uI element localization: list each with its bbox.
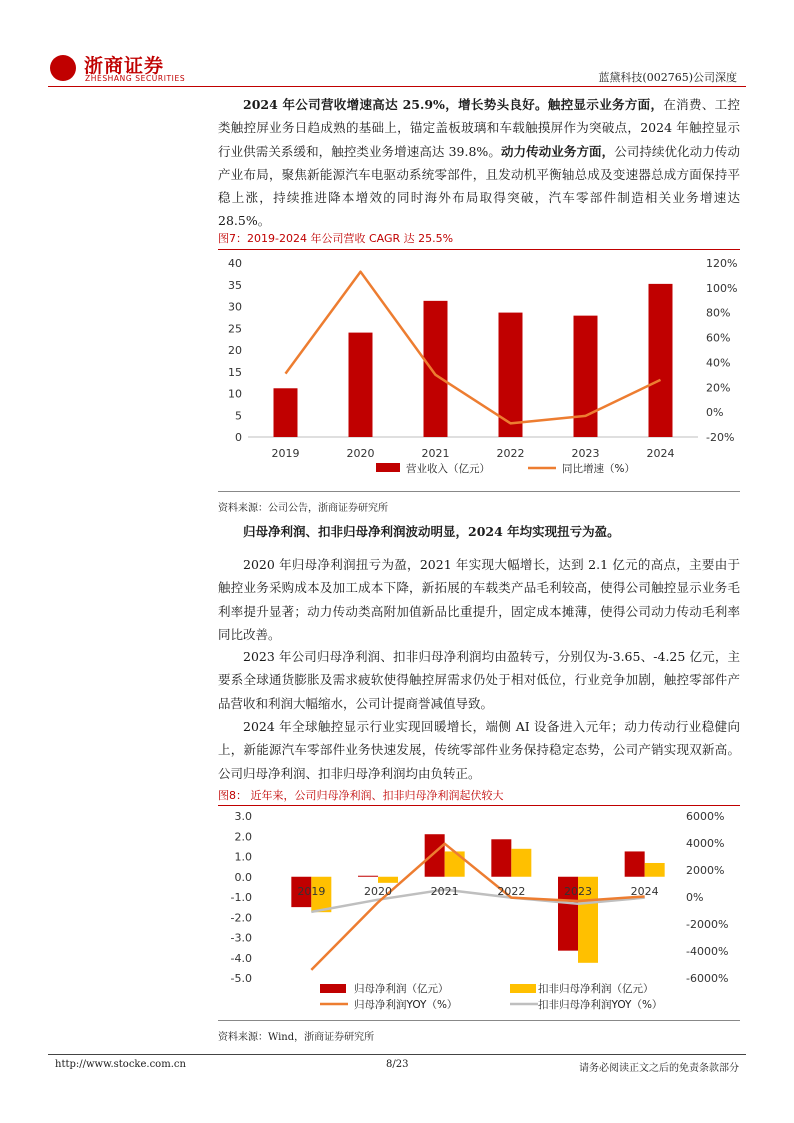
x-tick-label: 2023 [564, 884, 592, 898]
legend-net-profit-yoy: 归母净利润YOY（%） [354, 999, 458, 1011]
doc-tag: 蓝黛科技(002765)公司深度 [598, 71, 737, 84]
net-profit-bar [358, 876, 378, 877]
nonrecurring-profit-bar [645, 863, 665, 877]
paragraph-2023: 2023 年公司归母净利润、扣非归母净利润均由盈转亏，分别仅为-3.65、-4.25 亿元，主要系全球通货膨胀及需求疲软使得触控屏需求仍处于相对低位，行业竞争加剧，触控零部件产品营收和利润大幅缩水，公司计提商誉减值导致。 [218, 649, 740, 711]
nonrecurring-profit-bar [511, 849, 531, 877]
y2-tick-label: 100% [706, 281, 738, 295]
revenue-bar [424, 301, 448, 437]
y2-tick-label: 4000% [686, 837, 725, 850]
growth-line [286, 272, 661, 424]
y2-tick-label: 6000% [686, 810, 725, 823]
y-tick-label: 1.0 [234, 850, 252, 864]
y-tick-label: -5.0 [230, 972, 252, 985]
nonrecurring-profit-bar [378, 877, 398, 883]
x-tick-label: 2021 [421, 447, 450, 460]
revenue-bar [649, 284, 673, 437]
page-number: 8/23 [386, 1059, 409, 1070]
net-profit-bar [625, 851, 645, 876]
y-tick-label: 0 [235, 431, 242, 444]
figure7-chart [218, 250, 740, 490]
para1-bold1: 2024 年公司营收增速高达 25.9%，增长势头良好。触控显示业务方面， [243, 97, 664, 112]
y2-tick-label: -4000% [686, 945, 729, 958]
legend-nonrecurring-profit: 扣非归母净利润（亿元） [538, 983, 654, 995]
brand-name: 浙商证券 [84, 55, 165, 77]
net-profit-bar [491, 839, 511, 876]
x-tick-label: 2022 [497, 884, 526, 898]
x-tick-label: 2020 [364, 884, 392, 898]
legend-revenue-swatch [376, 463, 400, 472]
paragraph-2024: 2024 年全球触控显示行业实现回暖增长，端侧 AI 设备进入元年；动力传动行业稳健向上，新能源汽车零部件业务快速发展，传统零部件业务保持稳定态势，公司产销实现双新高。公司归母净利润、扣非归母净利润均由负转正。 [218, 719, 740, 781]
footer-divider [48, 1054, 746, 1055]
y-tick-label: -4.0 [230, 951, 252, 965]
legend-nonrecurring-profit-swatch [510, 984, 536, 993]
figure8-bottom-rule [218, 1020, 740, 1021]
legend-revenue: 营业收入（亿元） [406, 463, 490, 475]
y-tick-label: 30 [228, 300, 242, 314]
revenue-bar [274, 388, 298, 437]
figure7-source: 资料来源：公司公告，浙商证券研究所 [218, 503, 388, 514]
figure7-bottom-rule [218, 491, 740, 492]
y-tick-label: 5 [235, 409, 242, 423]
para1-text2: 公司持续优化动力传动产业布局，聚焦新能源汽车电驱动系统零部件，且发动机平衡轴总成及变速器总成方面保持平稳上涨，持续推进降本增效的同时海外布局取得突破，汽车零部件制造相关业务增速达 28.5%。 [218, 143, 740, 229]
legend-net-profit: 归母净利润（亿元） [354, 983, 449, 995]
y-tick-label: 0.0 [234, 870, 252, 884]
para1-text1: 在消费、工控类触控屏业务日趋成熟的基础上，锚定盖板玻璃和车载触摸屏作为突破点，2024 年触控显示行业供需关系缓和，触控类业务增速高达 39.8%。 [218, 97, 740, 159]
figure8-source: 资料来源：Wind，浙商证券研究所 [218, 1032, 375, 1043]
y-tick-label: 3.0 [234, 810, 252, 823]
y-tick-label: 20 [228, 344, 242, 357]
footer-url[interactable]: http://www.stocke.com.cn [55, 1059, 186, 1070]
y-tick-label: 2.0 [234, 830, 252, 844]
y-tick-label: -3.0 [230, 931, 252, 945]
y-tick-label: -2.0 [230, 911, 252, 925]
y-tick-label: 15 [228, 365, 242, 379]
revenue-bar [349, 333, 373, 437]
y-tick-label: 25 [228, 322, 242, 336]
x-tick-label: 2024 [630, 884, 659, 898]
y2-tick-label: 2000% [686, 864, 725, 877]
y-tick-label: -1.0 [230, 891, 252, 904]
y2-tick-label: -2000% [686, 918, 729, 931]
x-tick-label: 2019 [271, 447, 300, 460]
para1-bold2: 动力传动业务方面， [500, 143, 615, 159]
legend-nonrecurring-yoy: 扣非归母净利润YOY（%） [538, 999, 663, 1011]
y-tick-label: 10 [228, 387, 242, 401]
figure7-title: 图7：2019-2024 年公司营收 CAGR 达 25.5% [218, 232, 454, 245]
paragraph-2020-2021: 2020 年归母净利润扭亏为盈，2021 年实现大幅增长，达到 2.1 亿元的高点，主要由于触控业务采购成本及加工成本下降，新拓展的车载类产品毛利较高，使得公司触控显示业务毛利率提升显著；动力传动类高附加值新品比重提升，固定成本摊薄，使得公司动力传动毛利率同比改善。 [218, 557, 740, 642]
legend-net-profit-swatch [320, 984, 346, 993]
y2-tick-label: 120% [706, 257, 738, 270]
revenue-bar [574, 316, 598, 437]
x-tick-label: 2020 [346, 447, 375, 460]
nonrecurring-profit-bar [445, 851, 465, 876]
brand-name-en: ZHESHANG SECURITIES [85, 74, 186, 83]
y2-tick-label: 80% [706, 306, 731, 320]
y2-tick-label: -6000% [686, 972, 729, 985]
footer-disclaimer: 请务必阅读正文之后的免责条款部分 [579, 1063, 739, 1074]
section-heading-profit: 归母净利润、扣非归母净利润波动明显，2024 年均实现扭亏为盈。 [243, 524, 620, 539]
y2-tick-label: 20% [706, 381, 731, 395]
paragraph-revenue [218, 93, 740, 233]
x-tick-label: 2021 [430, 884, 459, 898]
x-tick-label: 2023 [571, 447, 600, 460]
y2-tick-label: 40% [706, 356, 731, 370]
x-tick-label: 2022 [496, 447, 525, 460]
y2-tick-label: 0% [686, 891, 704, 904]
y2-tick-label: 60% [706, 331, 731, 345]
y2-tick-label: -20% [706, 431, 735, 444]
x-tick-label: 2019 [297, 884, 326, 898]
y-tick-label: 40 [228, 257, 242, 270]
figure8-title: 图8： 近年来，公司归母净利润、扣非归母净利润起伏较大 [218, 789, 504, 802]
brand-logo-icon [50, 55, 76, 81]
figure8-chart [218, 806, 740, 1018]
header-divider [48, 86, 746, 87]
x-tick-label: 2024 [646, 447, 675, 460]
y2-tick-label: 0% [706, 406, 724, 420]
net-profit-bar [425, 834, 445, 877]
legend-growth: 同比增速（%） [562, 463, 635, 475]
y-tick-label: 35 [228, 278, 242, 292]
